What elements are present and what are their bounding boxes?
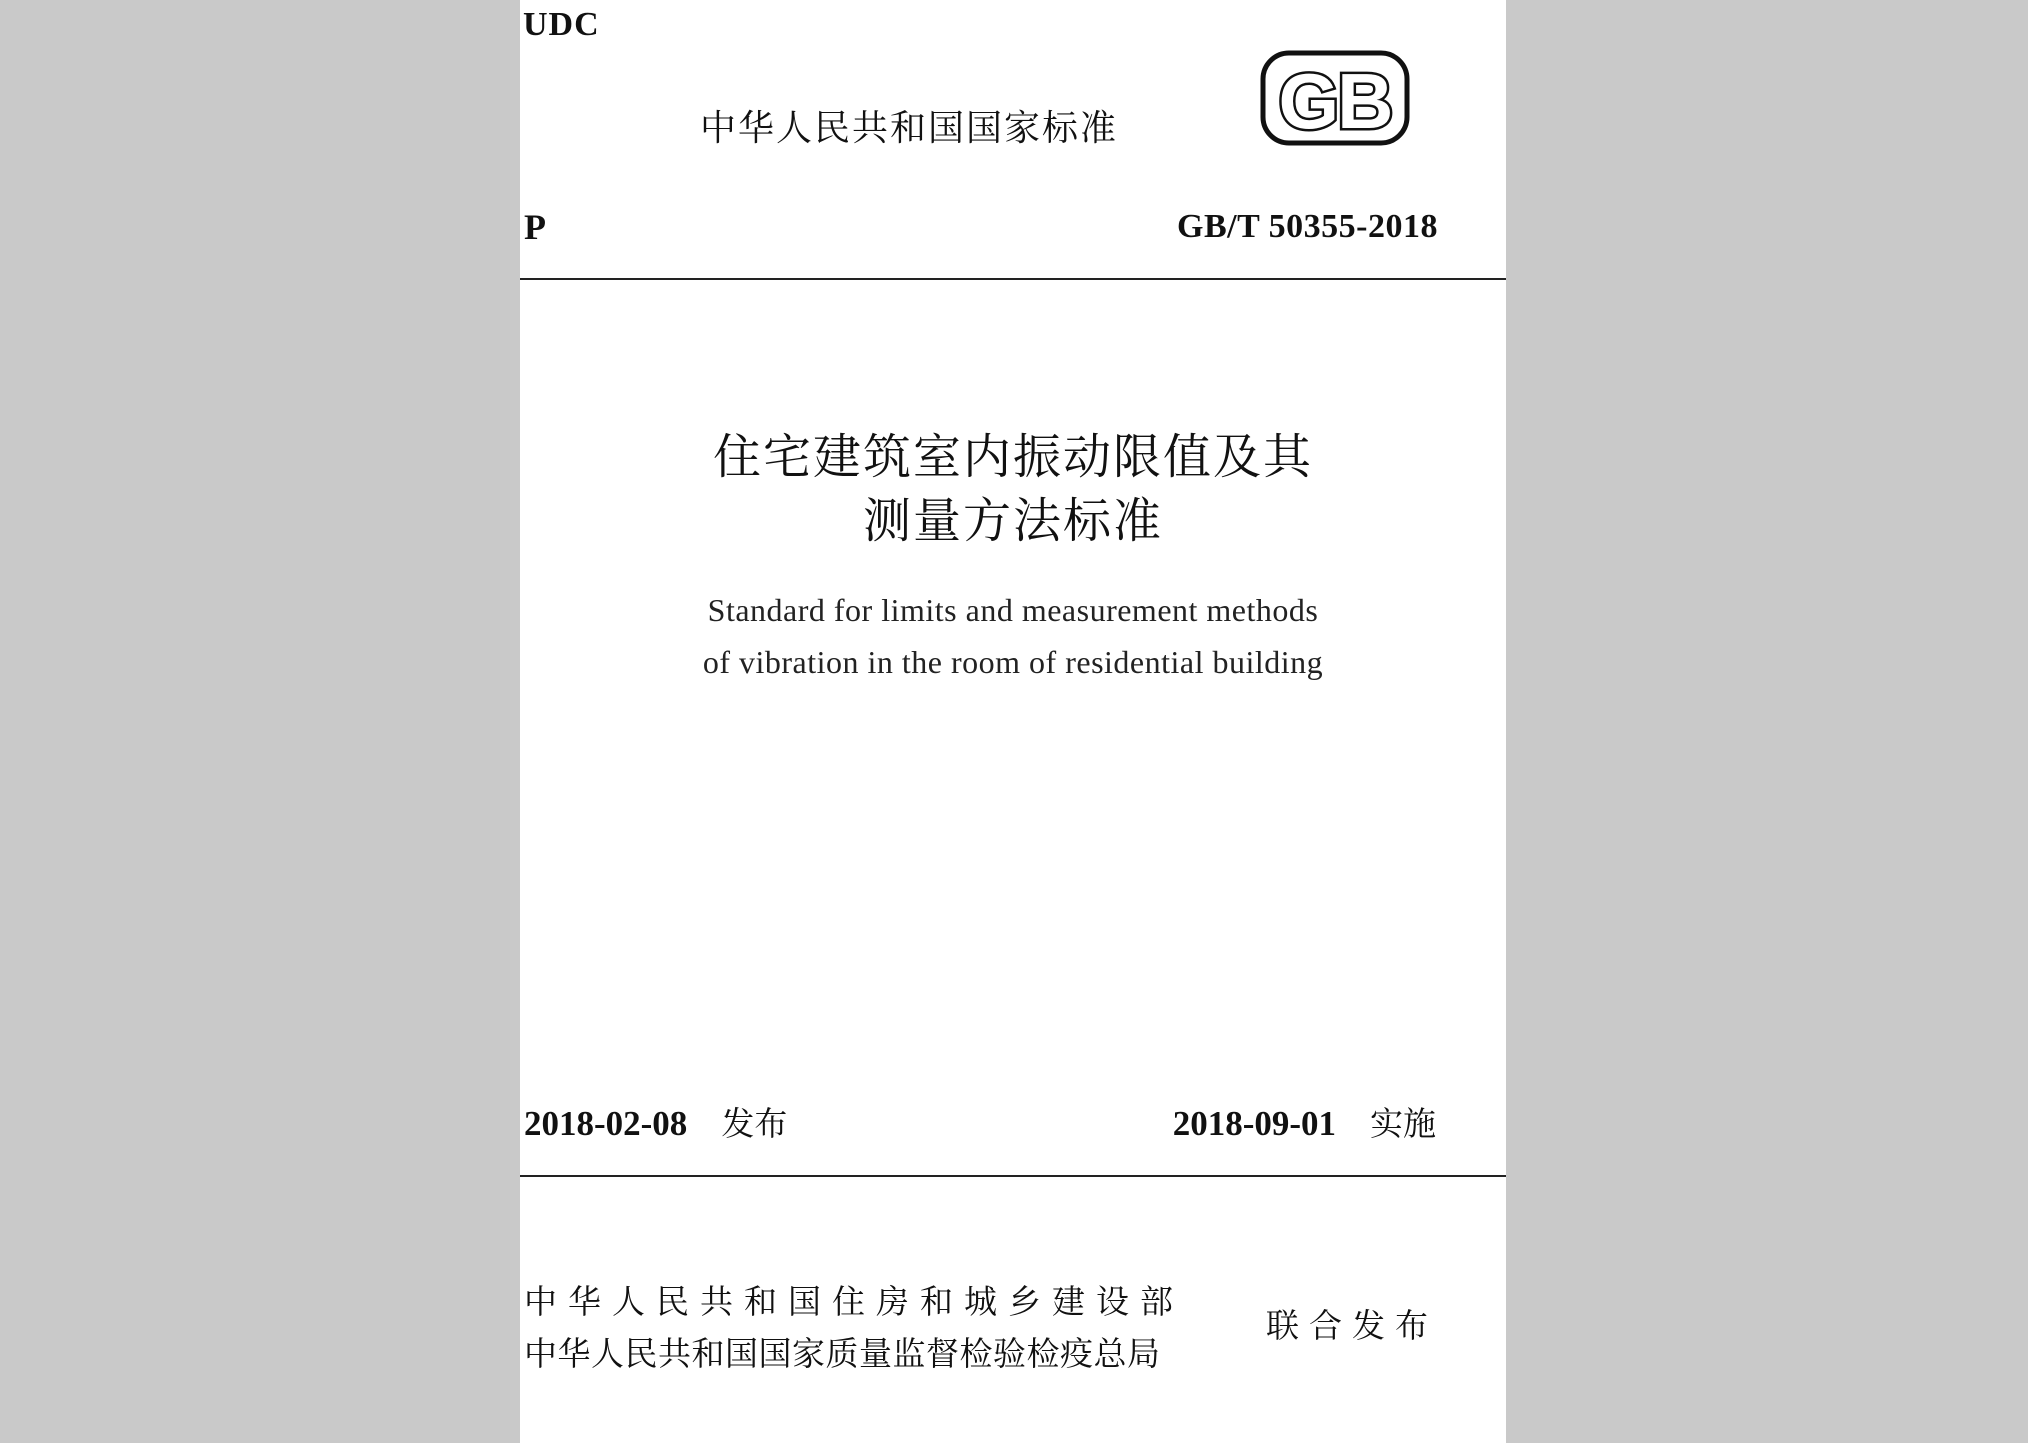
issue-label: 发布: [721, 1104, 788, 1143]
issuer-aqsiq: 中华人民共和国国家质量监督检验检疫总局: [524, 1334, 1161, 1373]
standard-number: GB/T 50355-2018: [1177, 208, 1438, 245]
category-code: P: [524, 207, 546, 247]
implementation-date: 2018-09-01: [1172, 1104, 1336, 1143]
gb-logo-text: GB: [1278, 57, 1392, 145]
implementation-info: [1173, 1098, 1436, 1145]
english-title-line-1: Standard for limits and measurement methods: [707, 592, 1319, 628]
bottom-divider: [520, 1175, 1506, 1177]
udc-label: UDC: [523, 6, 600, 43]
gb-logo: [1260, 50, 1410, 146]
issue-date: 2018-02-08: [524, 1104, 688, 1143]
issue-info: [524, 1098, 787, 1145]
chinese-title-line-2: 测量方法标准: [862, 493, 1163, 549]
chinese-title: [520, 425, 1506, 553]
implementation-label: 实施: [1370, 1104, 1436, 1143]
english-title-line-2: of vibration in the room of residential building: [702, 644, 1324, 680]
standard-cover-page: [520, 0, 1506, 1443]
national-standard-heading: 中华人民共和国国家标准: [700, 108, 1119, 149]
joint-issue-label: 联合发布: [1266, 1306, 1438, 1345]
top-divider: [520, 278, 1506, 280]
english-title: [520, 584, 1506, 688]
issuer-ministry: 中华人民共和国住房和城乡建设部: [524, 1282, 1184, 1321]
issuing-authorities: [524, 1276, 1184, 1380]
chinese-title-line-1: 住宅建筑室内振动限值及其: [712, 429, 1313, 485]
